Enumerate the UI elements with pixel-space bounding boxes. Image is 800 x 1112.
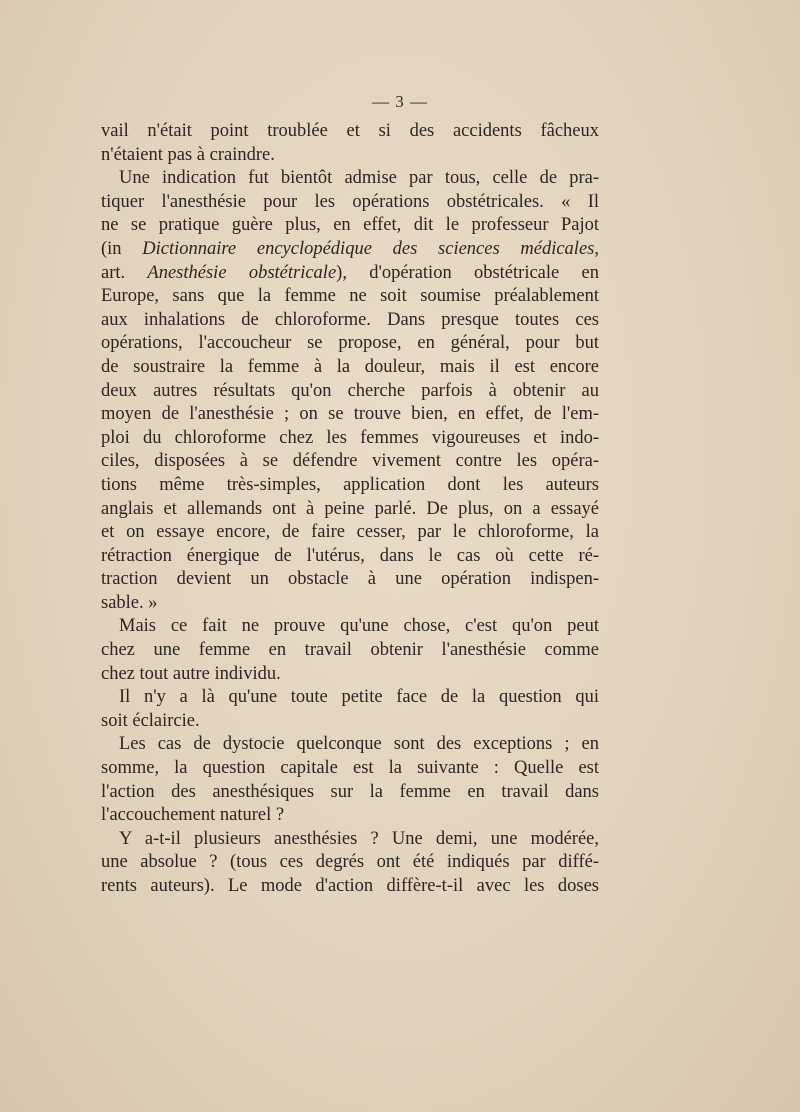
- text-line: ploi du chloroforme chez les femmes vigoureuses et indo-: [101, 427, 599, 448]
- text-line: aux inhalations de chloroforme. Dans presque toutes ces: [101, 309, 599, 330]
- text-line: traction devient un obstacle à une opération indispen-: [101, 569, 599, 590]
- italic-citation: Dictionnaire encyclopédique des sciences médicales: [142, 238, 595, 259]
- text-line: soit éclaircie.: [101, 710, 200, 731]
- text-line: n'étaient pas à craindre.: [101, 144, 275, 165]
- text-line: sable. »: [101, 592, 158, 613]
- text-line: l'accouchement naturel ?: [101, 805, 285, 826]
- text-line: Europe, sans que la femme ne soit soumise préalablement: [101, 286, 599, 307]
- body-text: [101, 120, 599, 899]
- text-line: Les cas de dystocie quelconque sont des exceptions ; en: [119, 734, 599, 755]
- text-line: l'action des anesthésiques sur la femme en travail dans: [101, 781, 599, 802]
- text-line: Y a-t-il plusieurs anesthésies ? Une demi, une modérée,: [119, 828, 599, 849]
- text-fragment: ), d'opération obstétricale en: [336, 262, 599, 283]
- text-line: ciles, disposées à se défendre vivement contre les opéra-: [101, 451, 599, 472]
- text-line: chez une femme en travail obtenir l'anesthésie comme: [101, 640, 599, 661]
- text-line: [101, 238, 599, 262]
- text-fragment: (in: [101, 238, 143, 259]
- text-line: deux autres résultats qu'on cherche parfois à obtenir au: [101, 380, 599, 401]
- page-number: — 3 —: [372, 92, 428, 111]
- text-line: tiquer l'anesthésie pour les opérations obstétricales. « Il: [101, 191, 599, 212]
- text-line: ne se pratique guère plus, en effet, dit le professeur Pajot: [101, 215, 599, 236]
- text-line: opérations, l'accoucheur se propose, en général, pour but: [101, 333, 599, 354]
- text-line: chez tout autre individu.: [101, 663, 281, 684]
- text-line: somme, la question capitale est la suivante : Quelle est: [101, 758, 599, 779]
- text-line: rents auteurs). Le mode d'action diffère-t-il avec les doses: [101, 876, 599, 896]
- text-line: une absolue ? (tous ces degrés ont été indiqués par diffé-: [101, 852, 599, 873]
- text-line: Une indication fut bientôt admise par tous, celle de pra-: [119, 168, 599, 189]
- text-line: Il n'y a là qu'une toute petite face de la question qui: [119, 687, 599, 708]
- text-line: Mais ce fait ne prouve qu'une chose, c'est qu'on peut: [119, 616, 599, 637]
- italic-citation: Anesthésie obstétricale: [147, 262, 337, 283]
- text-line: anglais et allemands ont à peine parlé. De plus, on a essayé: [101, 498, 599, 519]
- text-line: et on essaye encore, de faire cesser, par le chloroforme, la: [101, 522, 599, 543]
- text-line: de soustraire la femme à la douleur, mais il est encore: [101, 356, 599, 377]
- text-line: rétraction énergique de l'utérus, dans le cas où cette ré-: [101, 545, 599, 566]
- text-fragment: art.: [101, 262, 148, 283]
- text-line: moyen de l'anesthésie ; on se trouve bien, en effet, de l'em-: [101, 404, 599, 425]
- text-line: [101, 262, 599, 286]
- text-fragment: ,: [594, 238, 599, 259]
- text-line: tions même très-simples, application dont les auteurs: [101, 474, 599, 495]
- text-line: vail n'était point troublée et si des accidents fâcheux: [101, 121, 599, 141]
